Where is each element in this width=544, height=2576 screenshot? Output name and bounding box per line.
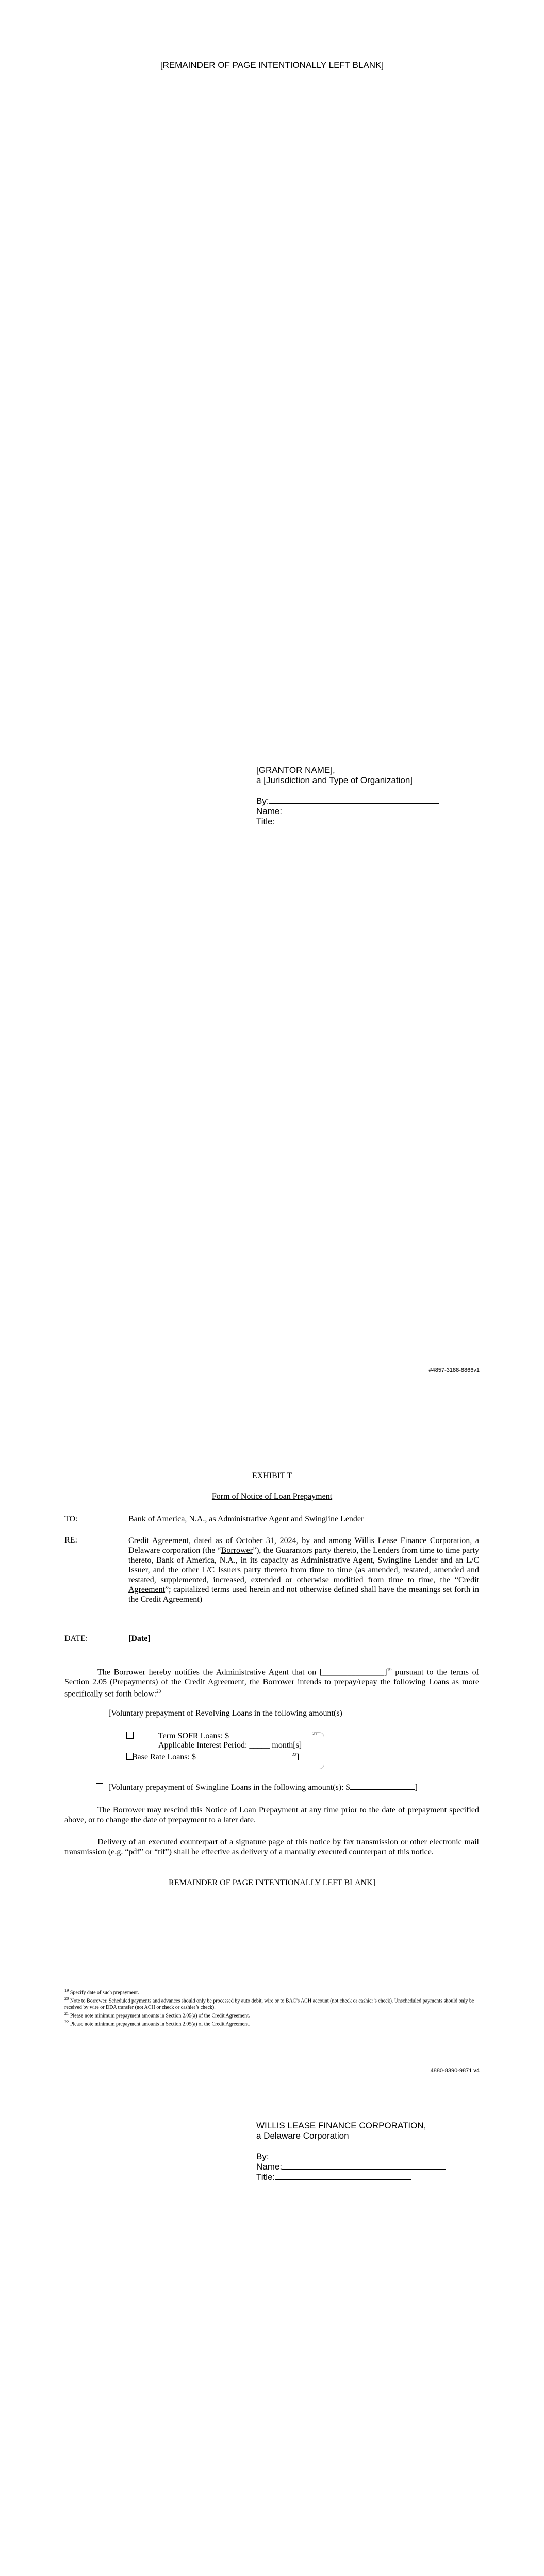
counterpart-paragraph: Delivery of an executed counterpart of a signature page of this notice by fax transmission or other electronic mail transmission (e.g. “pdf” or “tif”) shall be effective as delivery of a manually executed counterpart of this notice. bbox=[64, 1838, 479, 1856]
page1-blank-notice: [REMAINDER OF PAGE INTENTIONALLY LEFT BLANK] bbox=[160, 60, 384, 70]
term-sofr-line: Term SOFR Loans: $ $^{21}$ bbox=[158, 1731, 318, 1740]
company-entity: a Delaware Corporation bbox=[256, 2131, 349, 2141]
title-line: Title: bbox=[256, 817, 463, 827]
exhibit-title: EXHIBIT T bbox=[252, 1471, 292, 1480]
name-line: Name: bbox=[256, 806, 463, 817]
term-sofr-checkbox[interactable] bbox=[126, 1732, 134, 1739]
credit-agreement-defined-term: Credit Agreement bbox=[128, 1575, 479, 1594]
grantor-entity: a [Jurisdiction and Type of Organization] bbox=[256, 775, 413, 785]
swingline-loans-line: [Voluntary prepayment of Swingline Loans in the following amount(s): $ ] bbox=[108, 1783, 418, 1792]
by-line: By: bbox=[256, 2151, 463, 2162]
page1-signature-block bbox=[256, 765, 463, 827]
page1-footer-id: #4857-3188-8866v1 bbox=[428, 1367, 480, 1374]
re-label: RE: bbox=[64, 1536, 77, 1545]
revolving-loans-label: [Voluntary prepayment of Revolving Loans in the following amount(s) bbox=[108, 1709, 342, 1718]
page2-footer-id: 4880-8390-9871 v4 bbox=[430, 2067, 480, 2074]
page2-blank-notice: REMAINDER OF PAGE INTENTIONALLY LEFT BLANK] bbox=[169, 1878, 375, 1887]
prepayment-paragraph: The Borrower hereby notifies the Administrative Agent that on [_______________]$^{19}$ pursuant to the terms of Section 2.05 (Prepayments) of the Credit Agreement, the Borrower intends to prepay/repay the following Loans as more specifically set forth below:$^{20}$ bbox=[64, 1667, 479, 1699]
form-title: Form of Notice of Loan Prepayment bbox=[211, 1492, 333, 1501]
page3-signature-block bbox=[256, 2121, 463, 2182]
title-line: Title: bbox=[256, 2172, 463, 2182]
re-paragraph: Credit Agreement, dated as of October 31, 2024, by and among Willis Lease Finance Corporation, a Delaware corporation (the “Borrower”), the Guarantors party thereto, the Lenders from time to time party thereto, Bank of America, N.A., in its capacity as Administrative Agent, Swingline Lender and an L/C Issuer, and the other L/C Issuers party thereto from time to time (as amended, restated, amended and restated, supplemented, increased, extended or otherwise modified from time to time, the “Credit Agreement”; capitalized terms used herein and not otherwise defined shall have the meanings set forth in the Credit Agreement) bbox=[128, 1536, 480, 1604]
to-value: Bank of America, N.A., as Administrative Agent and Swingline Lender bbox=[128, 1515, 364, 1523]
name-line: Name: bbox=[256, 2162, 463, 2172]
applicable-loans-bracket bbox=[314, 1732, 324, 1769]
by-line: By: bbox=[256, 796, 463, 806]
footnote-20: $^{20}$ Note to Borrower. Scheduled payments and advances should only be processed by auto debit, wire or to BAC’s ACH account (not check or cashier’s check). Unscheduled payments should only be received by wire or DDA transfer (not ACH or check or cashier’s check). bbox=[64, 1996, 474, 2010]
date-label: DATE: bbox=[64, 1634, 88, 1643]
footnote-22: $^{22}$ Please note minimum prepayment amounts in Section 2.05(a) of the Credit Agreement. bbox=[64, 2019, 250, 2027]
base-rate-line: Base Rate Loans: $ $^{22}$] bbox=[132, 1752, 300, 1761]
swingline-loans-checkbox[interactable] bbox=[96, 1783, 103, 1790]
footnote-19: $^{19}$ Specify date of such prepayment. bbox=[64, 1988, 139, 1996]
rescind-paragraph: The Borrower may rescind this Notice of Loan Prepayment at any time prior to the date of prepayment specified above, or to change the date of prepayment to a later date. bbox=[64, 1806, 479, 1824]
revolving-loans-checkbox[interactable] bbox=[96, 1710, 103, 1717]
company-name: WILLIS LEASE FINANCE CORPORATION, bbox=[256, 2121, 426, 2130]
footnote-21: $^{21}$ Please note minimum prepayment amounts in Section 2.05(a) of the Credit Agreement. bbox=[64, 2011, 250, 2019]
footnotes bbox=[64, 1988, 479, 2027]
date-value: [Date] bbox=[128, 1634, 151, 1643]
interest-period-line: Applicable Interest Period: _____ month[s] bbox=[158, 1741, 302, 1750]
to-label: TO: bbox=[64, 1515, 78, 1523]
borrower-defined-term: Borrower bbox=[221, 1546, 253, 1555]
grantor-name: [GRANTOR NAME], bbox=[256, 765, 335, 775]
